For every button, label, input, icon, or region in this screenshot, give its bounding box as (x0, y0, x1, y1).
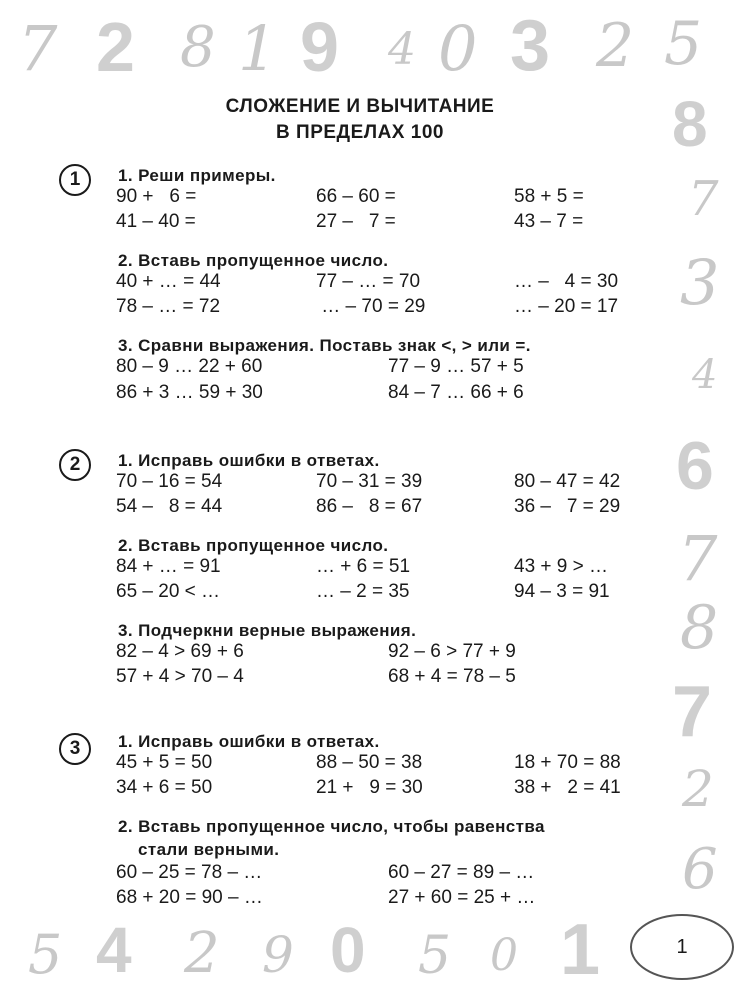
decor-digit: 7 (678, 522, 718, 595)
decor-digit: 3 (510, 6, 551, 86)
decor-digit: 2 (596, 11, 635, 81)
exercise: 88 – 50 = 38 (316, 752, 423, 773)
decor-digit: 8 (680, 593, 719, 663)
decor-digit: 1 (560, 910, 601, 990)
exercise: 57 + 4 > 70 – 4 (116, 666, 244, 687)
decor-digit: 3 (680, 246, 720, 319)
decor-digit: 0 (438, 12, 478, 85)
exercise: 77 – 9 … 57 + 5 (388, 356, 524, 377)
decor-digit: 2 (184, 921, 220, 986)
exercise: 80 – 9 … 22 + 60 (116, 356, 263, 377)
exercise: 70 – 31 = 39 (316, 471, 423, 492)
exercise: 41 – 40 = (116, 211, 196, 232)
decor-digit: 2 (682, 760, 714, 818)
exercise: 38 + 2 = 41 (514, 777, 621, 798)
exercise: 65 – 20 < … (116, 581, 221, 602)
page-number: 1 (630, 914, 734, 980)
task-header-continuation: стали верными. (138, 840, 280, 859)
exercise: 92 – 6 > 77 + 9 (388, 641, 516, 662)
exercise: 86 – 8 = 67 (316, 496, 423, 517)
exercise: 18 + 70 = 88 (514, 752, 621, 773)
exercise: 78 – … = 72 (116, 296, 221, 317)
decor-digit: 4 (96, 914, 132, 986)
exercise: 27 + 60 = 25 + … (388, 887, 536, 908)
exercise: 68 + 20 = 90 – … (116, 887, 263, 908)
exercise: 90 + 6 = (116, 186, 197, 207)
page-title: СЛОЖЕНИЕ И ВЫЧИТАНИЕ (225, 96, 495, 117)
exercise: 80 – 47 = 42 (514, 471, 621, 492)
block-number: 3 (59, 733, 91, 765)
exercise: 60 – 27 = 89 – … (388, 862, 535, 883)
exercise: 54 – 8 = 44 (116, 496, 223, 517)
exercise: … – 4 = 30 (514, 271, 619, 292)
block-number: 2 (59, 449, 91, 481)
exercise: 43 + 9 > … (514, 556, 609, 577)
block-number: 1 (59, 164, 91, 196)
exercise: 84 – 7 … 66 + 6 (388, 382, 524, 403)
exercise: … + 6 = 51 (316, 556, 411, 577)
exercise: 21 + 9 = 30 (316, 777, 423, 798)
decor-digit: 0 (330, 914, 366, 986)
exercise: 36 – 7 = 29 (514, 496, 621, 517)
exercise: 82 – 4 > 69 + 6 (116, 641, 244, 662)
page-subtitle: В ПРЕДЕЛАХ 100 (276, 122, 444, 143)
task-header: 1. Реши примеры. (118, 166, 276, 185)
exercise: 43 – 7 = (514, 211, 584, 232)
task-header: 2. Вставь пропущенное число, чтобы равенства (118, 817, 545, 836)
decor-digit: 6 (682, 837, 718, 902)
task-header: 3. Подчеркни верные выражения. (118, 621, 417, 640)
exercise: 27 – 7 = (316, 211, 396, 232)
decor-digit: 8 (672, 88, 708, 160)
exercise: … – 20 = 17 (514, 296, 619, 317)
decor-digit: 0 (490, 930, 518, 981)
decor-digit: 8 (180, 15, 216, 80)
exercise: 68 + 4 = 78 – 5 (388, 666, 516, 687)
exercise: 60 – 25 = 78 – … (116, 862, 263, 883)
decor-digit: 6 (676, 428, 714, 504)
task-header: 1. Исправь ошибки в ответах. (118, 732, 380, 751)
exercise: 86 + 3 … 59 + 30 (116, 382, 263, 403)
decor-digit: 4 (692, 352, 718, 398)
exercise: 45 + 5 = 50 (116, 752, 213, 773)
decor-digit: 7 (672, 672, 713, 752)
decor-digit: 5 (28, 923, 63, 986)
decor-digit: 5 (418, 926, 452, 986)
exercise: 34 + 6 = 50 (116, 777, 213, 798)
exercise: 84 + … = 91 (116, 556, 221, 577)
decor-digit: 1 (238, 12, 278, 85)
task-header: 1. Исправь ошибки в ответах. (118, 451, 380, 470)
task-header: 3. Сравни выражения. Поставь знак <, > или =. (118, 336, 531, 355)
exercise: … – 70 = 29 (316, 296, 426, 317)
decor-digit: 7 (18, 12, 58, 85)
exercise: 94 – 3 = 91 (514, 581, 610, 602)
decor-digit: 9 (262, 926, 294, 984)
exercise: 40 + … = 44 (116, 271, 221, 292)
exercise: 77 – … = 70 (316, 271, 421, 292)
decor-digit: 2 (96, 8, 135, 86)
exercise: 70 – 16 = 54 (116, 471, 223, 492)
task-header: 2. Вставь пропущенное число. (118, 251, 389, 270)
task-header: 2. Вставь пропущенное число. (118, 536, 389, 555)
exercise: … – 2 = 35 (316, 581, 410, 602)
exercise: 58 + 5 = (514, 186, 584, 207)
exercise: 66 – 60 = (316, 186, 396, 207)
decor-digit: 7 (688, 171, 719, 227)
decor-digit: 9 (300, 8, 339, 86)
decor-digit: 5 (664, 9, 703, 79)
decor-digit: 4 (388, 24, 416, 75)
